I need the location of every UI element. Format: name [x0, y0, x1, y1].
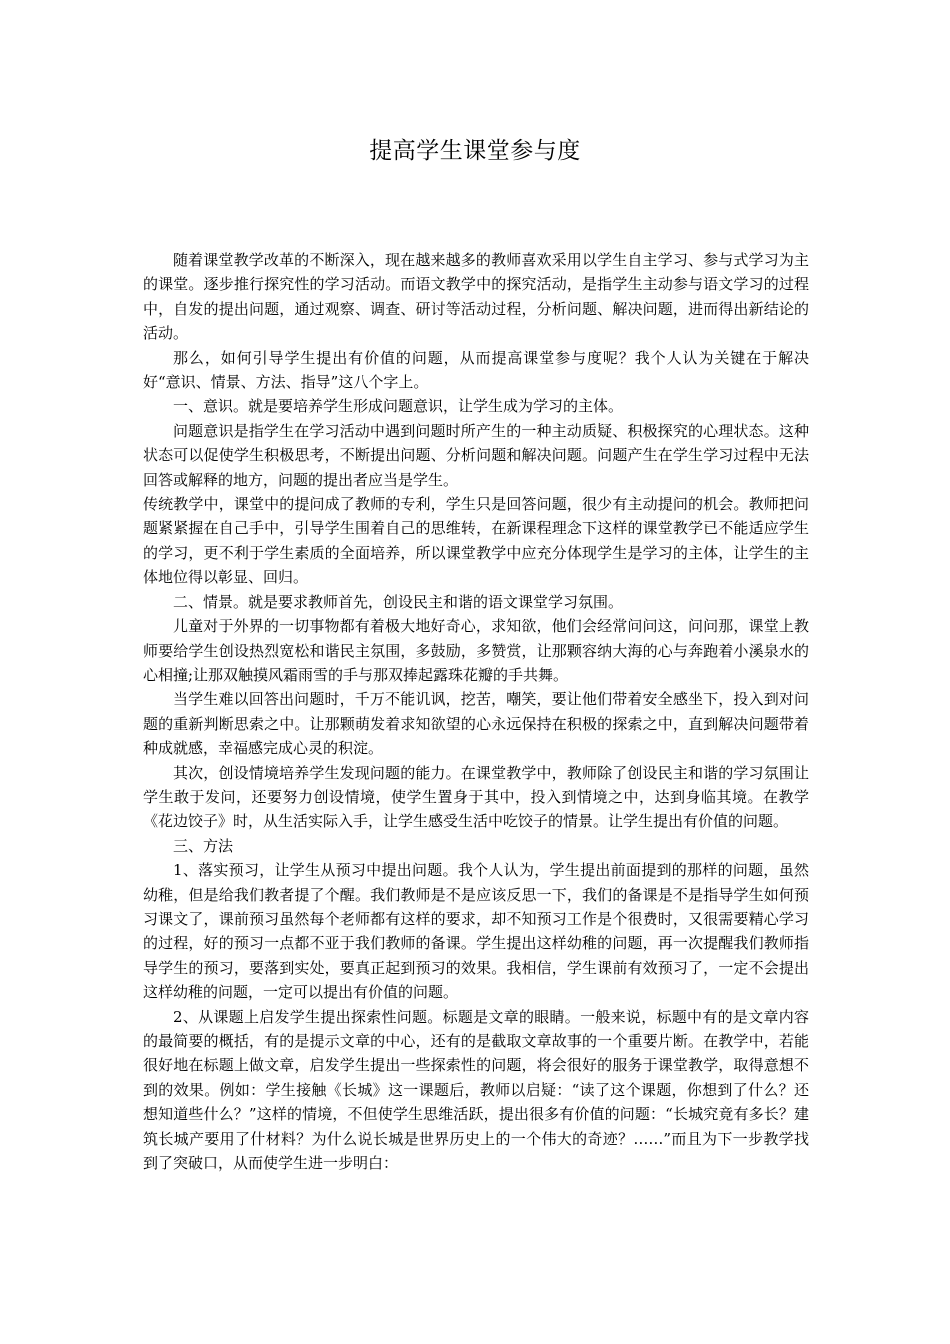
paragraph: 传统教学中，课堂中的提问成了教师的专利，学生只是回答问题，很少有主动提问的机会。教师把问题紧紧握在自己手中，引导学生围着自己的思维转，在新课程理念下这样的课堂教学已不能适应学生的学习，更不利于学生素质的全面培养，所以课堂教学中应充分体现学生是学习的主体，让学生的主体地位得以彰显、回归。 — [143, 495, 809, 587]
section-heading: 一、意识。就是要培养学生形成问题意识，让学生成为学习的主体。 — [173, 397, 624, 416]
document-title: 提高学生课堂参与度 — [369, 138, 581, 164]
paragraph: 随着课堂教学改革的不断深入，现在越来越多的教师喜欢采用以学生自主学习、参与式学习为主的课堂。逐步推行探究性的学习活动。而语文教学中的探究活动，是指学生主动参与语文学习的过程中，自发的提出问题，通过观察、调查、研讨等活动过程，分析问题、解决问题，进而得出新结论的活动。 — [143, 251, 809, 343]
paragraph: 1、落实预习，让学生从预习中提出问题。我个人认为，学生提出前面提到的那样的问题，虽然幼稚，但是给我们教者提了个醒。我们教师是不是应该反思一下，我们的备课是不是指导学生如何预习课文了，课前预习虽然每个老师都有这样的要求，却不知预习工作是个很费时，又很需要精心学习的过程，好的预习一点都不亚于我们教师的备课。学生提出这样幼稚的问题，再一次提醒我们教师指导学生的预习，要落到实处，要真正起到预习的效果。我相信，学生课前有效预习了，一定不会提出这样幼稚的问题，一定可以提出有价值的问题。 — [143, 861, 809, 1002]
paragraph: 其次，创设情境培养学生发现问题的能力。在课堂教学中，教师除了创设民主和谐的学习氛围让学生敢于发问，还要努力创设情境，使学生置身于其中，投入到情境之中，达到身临其境。在教学《花边饺子》时，从生活实际入手，让学生感受生活中吃饺子的情景。让学生提出有价值的问题。 — [143, 763, 809, 831]
paragraph: 当学生难以回答出问题时，千万不能讥讽，挖苦，嘲笑，要让他们带着安全感坐下，投入到对问题的重新判断思索之中。让那颗萌发着求知欲望的心永远保持在积极的探索之中，直到解决问题带着种成就感，幸福感完成心灵的积淀。 — [143, 690, 809, 758]
section-heading: 二、情景。就是要求教师首先，创设民主和谐的语文课堂学习氛围。 — [173, 592, 624, 611]
section-heading: 三、方法 — [173, 836, 234, 855]
paragraph: 那么，如何引导学生提出有价值的问题，从而提高课堂参与度呢？我个人认为关键在于解决好“意识、情景、方法、指导”这八个字上。 — [143, 348, 809, 392]
paragraph: 2、从课题上启发学生提出探索性问题。标题是文章的眼睛。一般来说，标题中有的是文章内容的最简要的概括，有的是提示文章的中心，还有的是截取文章故事的一个重要片断。在教学中，若能很好地在标题上做文章，启发学生提出一些探索性的问题，将会很好的服务于课堂教学，取得意想不到的效果。例如：学生接触《长城》这一课题后，教师以启疑：“读了这个课题，你想到了什么？还想知道些什么？”这样的情境，不但使学生思维活跃，提出很多有价值的问题：“长城究竟有多长？建筑长城产要用了什材料？为什么说长城是世界历史上的一个伟大的奇迹？……”而且为下一步教学找到了突破口，从而使学生进一步明白： — [143, 1007, 809, 1173]
paragraph: 儿童对于外界的一切事物都有着极大地好奇心，求知欲，他们会经常问问这，问问那，课堂上教师要给学生创设热烈宽松和谐民主氛围，多鼓励，多赞赏，让那颗容纳大海的心与奔跑着小溪泉水的心相撞;让那双触摸风霜雨雪的手与那双捧起露珠花瓣的手共舞。 — [143, 617, 809, 684]
document-body — [143, 248, 809, 1175]
paragraph: 问题意识是指学生在学习活动中遇到问题时所产生的一种主动质疑、积极探究的心理状态。这种状态可以促使学生积极思考，不断提出问题、分析问题和解决问题。问题产生在学生学习过程中无法回答或解释的地方，问题的提出者应当是学生。 — [143, 421, 809, 489]
